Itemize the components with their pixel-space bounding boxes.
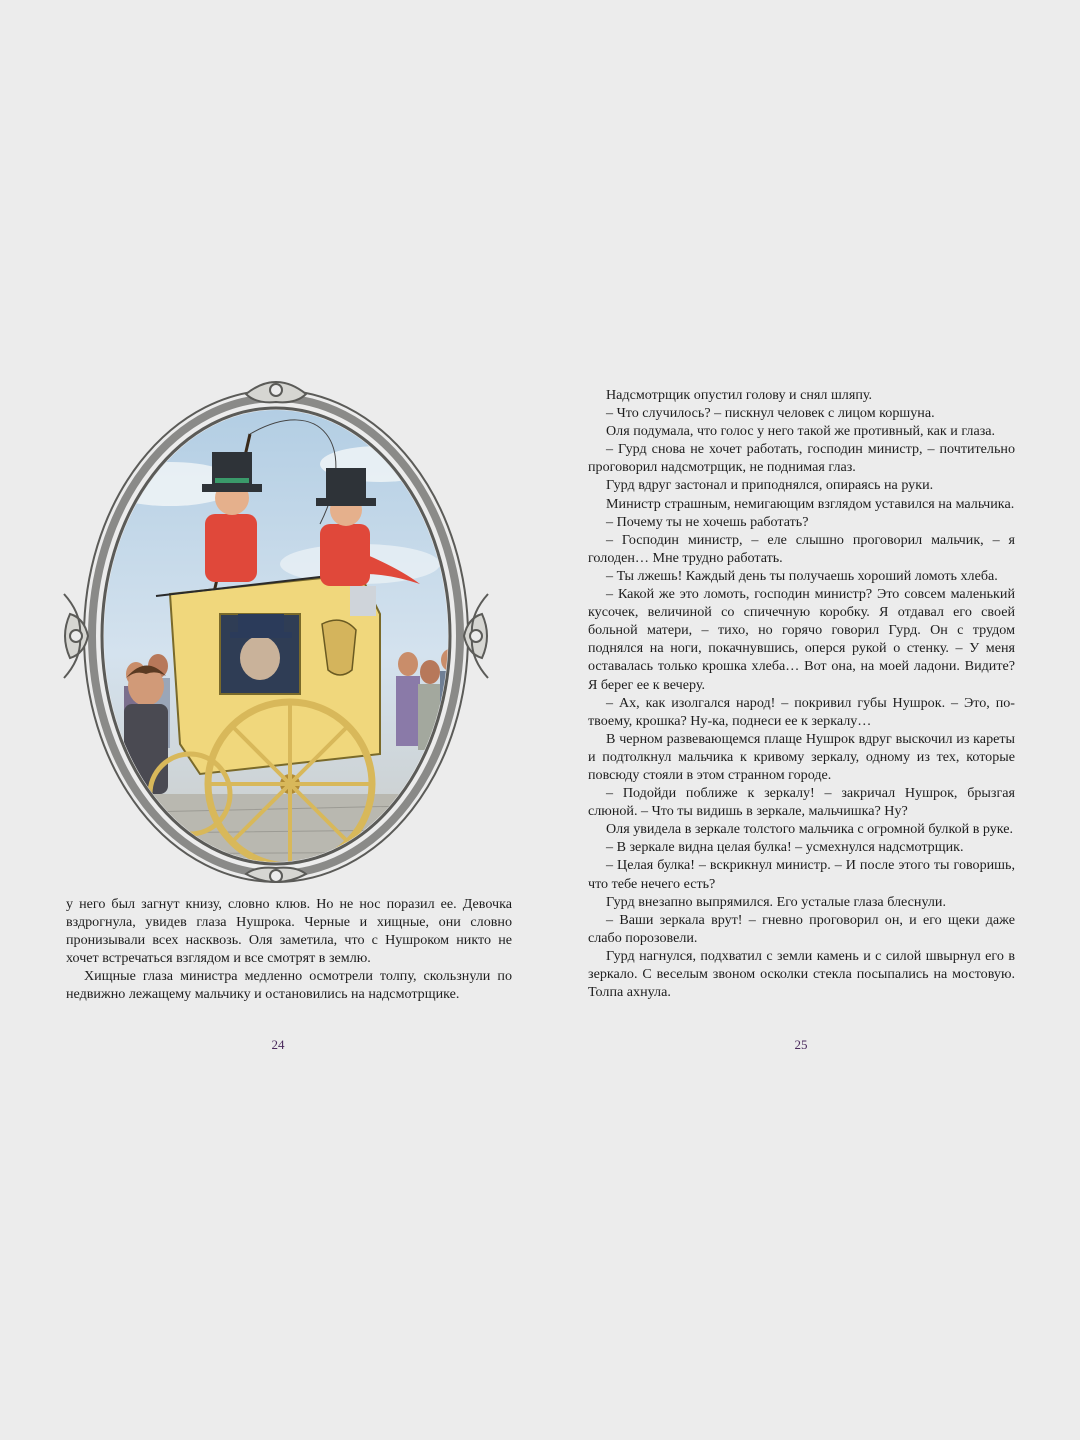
right-paragraph: Гурд внезапно выпрямился. Его усталые глаза блеснули. [606, 893, 946, 910]
right-paragraph: – В зеркале видна целая булка! – усмехнулся надсмотрщик. [606, 839, 964, 856]
right-paragraph: – Целая булка! – вскрикнул министр. – И после этого ты говоришь, что тебе нечего есть? [588, 857, 1015, 892]
right-paragraph: – Господин министр, – еле слышно проговорил мальчик, – я голоден… Мне трудно работать. [588, 531, 1015, 566]
right-paragraph: – Гурд снова не хочет работать, господин министр, – почтительно проговорил надсмотрщик, не поднимая глаз. [588, 441, 1015, 476]
right-paragraph: – Ах, как изолгался народ! – покривил губы Нушрок. – Это, по-твоему, крошка? Ну-ка, поднеси ее к зеркалу… [588, 694, 1015, 729]
page-number-left: 24 [271, 1037, 285, 1052]
left-paragraph: Хищные глаза министра медленно осмотрели толпу, скользнули по недвижно лежащему мальчику и остановились на надсмотрщике. [66, 968, 512, 1003]
right-paragraph: – Почему ты не хочешь работать? [606, 513, 809, 530]
right-paragraph: Надсмотрщик опустил голову и снял шляпу. [606, 387, 873, 403]
right-paragraph: Министр страшным, немигающим взглядом уставился на мальчика. [606, 495, 1015, 512]
right-page-text [588, 386, 1015, 1001]
right-paragraph: Гурд вдруг застонал и приподнялся, опираясь на руки. [606, 477, 934, 494]
right-paragraph: В черном развевающемся плаще Нушрок вдруг выскочил из кареты и подтолкнул мальчика к кривому зеркалу, одному из тех, которые повсюду стояли в этом странном городе. [588, 730, 1015, 783]
left-page-text [66, 895, 512, 1004]
left-paragraph: у него был загнут книзу, словно клюв. Но не нос поразил ее. Девочка вздрогнула, увидев глаза Нушрока. Черные и хищные, они словно пронизывали всех насквозь. Оля заметила, что с Нушроком никто не хочет встречаться взглядом и все смотрят в землю. [66, 896, 512, 967]
right-paragraph: Гурд нагнулся, подхватил с земли камень и с силой швырнул его в зеркало. С веселым звоном осколки стекла посыпались на мостовую. Толпа ахнула. [588, 947, 1015, 1001]
right-paragraph: – Ваши зеркала врут! – гневно проговорил он, и его щеки даже слабо порозовели. [588, 911, 1015, 946]
right-paragraph: – Какой же это ломоть, господин министр? Это совсем маленький кусочек, величиной со спичечную коробку. Я отдавал его своей больной матери, – тихо, но горячо говорил Гурд. Он с трудом поднялся на ноги, покачнувшись, оперся рукой о стенку. – У меня оставалась только крошка хлеба… Вот она, на моей ладони. Видите? Я берег ее к вечеру. [588, 586, 1015, 693]
right-paragraph: – Ты лжешь! Каждый день ты получаешь хороший ломоть хлеба. [606, 567, 998, 584]
scene [60, 374, 492, 884]
page-number-right: 25 [794, 1037, 808, 1052]
right-paragraph: – Подойди поближе к зеркалу! – закричал Нушрок, брызгая слюной. – Что ты видишь в зеркале, мальчишка? Ну? [588, 785, 1015, 820]
right-paragraph: Оля подумала, что голос у него такой же противный, как и глаза. [606, 423, 996, 440]
carriage-illustration [60, 374, 492, 884]
right-paragraph: – Что случилось? – пискнул человек с лицом коршуна. [606, 405, 935, 422]
right-paragraph: Оля увидела в зеркале толстого мальчика с огромной булкой в руке. [606, 821, 1014, 838]
